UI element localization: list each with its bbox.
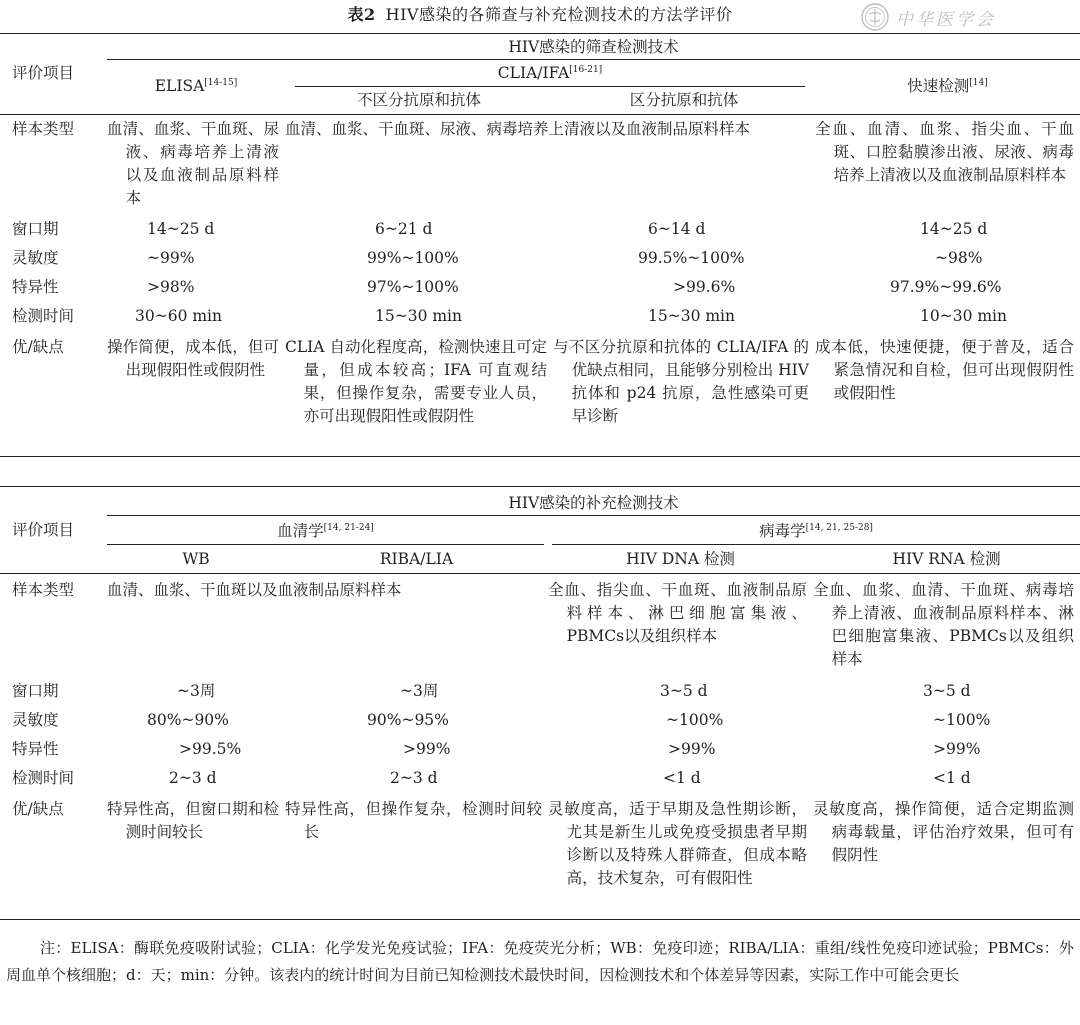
supp-group-header: HIV感染的补充检测技术: [107, 487, 1080, 516]
cell: 99.5%~100%: [638, 249, 745, 267]
clia-sub1-header: 不区分抗原和抗体: [356, 90, 481, 109]
cell: 80%~90%: [147, 710, 229, 729]
elisa-ref: [14-15]: [204, 78, 238, 89]
cell: ~99%: [147, 249, 195, 267]
row-label: 灵敏度: [12, 249, 59, 267]
wb-header: WB: [182, 549, 210, 568]
screening-pros-rapid: 成本低，快速便捷，便于普及，适合紧急情况和自检，但可出现假阴性或假阳性: [815, 338, 1075, 402]
screening-row: [0, 247, 1080, 276]
cell: 10~30 min: [920, 307, 1007, 325]
supp-pros-wb: 特异性高，但窗口期和检测时间较长: [107, 799, 279, 841]
supp-pros-rna: 灵敏度高，操作简便，适合定期监测病毒载量，评估治疗效果，但可有假阴性: [813, 799, 1075, 864]
virology-ref: [14, 21, 25-28]: [805, 522, 873, 533]
screening-pros-clia2: 与不区分抗原和抗体的 CLIA/IFA 的优缺点相同，且能够分别检出 HIV 抗体和 p24 抗原，急性感染可更早诊断: [553, 338, 809, 425]
row-label: 特异性: [12, 739, 59, 758]
supplementary-table: [0, 486, 1080, 920]
supp-row: [0, 767, 1080, 796]
cell: ~98%: [935, 249, 983, 267]
cell: >99%: [403, 739, 451, 758]
table-title: HIV感染的各筛查与补充检测技术的方法学评价: [385, 5, 733, 24]
serology-ref: [14, 21-24]: [323, 522, 374, 533]
supp-pros-label: 优/缺点: [12, 799, 64, 818]
cell: <1 d: [663, 768, 701, 787]
cell: >99.6%: [673, 278, 736, 296]
screening-pros-clia1: CLIA 自动化程度高，检测快速且可定量，但成本较高；IFA 可直观结果，但操作复杂，需要专业人员，亦可出现假阳性或假阴性: [285, 338, 547, 425]
serology-header: [107, 516, 548, 546]
screening-sample-elisa: 血清、血浆、干血斑、尿液、病毒培养上清液以及血液制品原料样本: [107, 119, 279, 207]
cell: 14~25 d: [147, 220, 215, 238]
cell: 15~30 min: [375, 307, 462, 325]
supp-sample-dna: 全血、指尖血、干血斑、血液制品原料样本、淋巴细胞富集液、PBMCs以及组织样本: [548, 581, 807, 645]
row-label: 检测时间: [12, 768, 75, 787]
row-label: 窗口期: [12, 681, 59, 700]
supp-row: [0, 738, 1080, 767]
rapid-ref: [14]: [969, 78, 988, 89]
supp-row: [0, 709, 1080, 738]
cell: 3~5 d: [923, 681, 971, 700]
rapid-name: 快速检测: [907, 77, 970, 96]
cell: >99%: [668, 739, 716, 758]
table-footnote: 注：ELISA：酶联免疫吸附试验；CLIA：化学发光免疫试验；IFA：免疫荧光分析；WB：免疫印迹；RIBA/LIA：重组/线性免疫印迹试验；PBMCs：外周血单个核细胞；d：天；min：分钟。该表内的统计时间为目前已知检测技术最快时间，因检测技术和个体差异等因素，实际工作中可能会更长: [6, 939, 1074, 984]
screening-row: [0, 305, 1080, 334]
clia-ref: [16-21]: [569, 64, 603, 75]
cell: 14~25 d: [920, 220, 988, 238]
cell: ~100%: [933, 710, 991, 729]
elisa-header: [107, 60, 285, 115]
cell: 99%~100%: [367, 249, 459, 267]
table-number: 表2: [347, 5, 376, 24]
dna-header: HIV DNA 检测: [626, 549, 735, 568]
supp-pros-dna: 灵敏度高，适于早期及急性期诊断，尤其是新生儿或免疫受损患者早期诊断以及特殊人群筛查，但成本略高，技术复杂，可有假阳性: [548, 799, 807, 887]
screening-sample-rapid: 全血、血清、血浆、指尖血、干血斑、口腔黏膜渗出液、尿液、病毒培养上清液以及血液制品原料样本: [815, 119, 1075, 184]
supp-pros-riba: 特异性高，但操作复杂，检测时间较长: [285, 799, 542, 841]
supp-sample-label: 样本类型: [12, 581, 75, 599]
cell: 90%~95%: [367, 710, 449, 729]
virology-name: 病毒学: [759, 522, 806, 540]
rapid-header: [815, 60, 1080, 115]
cell: 97%~100%: [367, 278, 459, 296]
screening-sample-label: 样本类型: [12, 119, 75, 138]
screening-table: [0, 33, 1080, 457]
riba-header: RIBA/LIA: [379, 549, 454, 568]
cell: <1 d: [933, 768, 971, 787]
cell: ~3周: [177, 681, 216, 700]
row-label: 灵敏度: [12, 710, 59, 729]
row-label: 检测时间: [12, 307, 75, 325]
screening-pros-label: 优/缺点: [12, 338, 64, 356]
cell: 3~5 d: [660, 681, 708, 700]
clia-name: CLIA/IFA: [497, 64, 570, 82]
row-label: 窗口期: [12, 220, 59, 238]
serology-name: 血清学: [277, 522, 324, 540]
supp-sample-serology: 血清、血浆、干血斑以及血液制品原料样本: [107, 581, 402, 599]
cell: 2~3 d: [390, 768, 438, 787]
screening-pros-elisa: 操作简便，成本低，但可出现假阳性或假阴性: [107, 338, 279, 379]
cell: >99.5%: [179, 739, 242, 758]
screening-item-header: 评价项目: [12, 64, 75, 83]
virology-header: [548, 516, 1080, 546]
cell: 6~21 d: [375, 220, 433, 238]
cell: 97.9%~99.6%: [890, 278, 1002, 296]
clia-header: [285, 60, 815, 88]
supp-sample-rna: 全血、血浆、血清、干血斑、病毒培养上清液、血液制品原料样本、淋巴细胞富集液、PBMCs以及组织样本: [813, 581, 1075, 668]
cell: ~3周: [400, 681, 439, 700]
row-label: 特异性: [12, 278, 59, 296]
screening-row: [0, 218, 1080, 247]
supp-row: [0, 680, 1080, 709]
supp-item-header: 评价项目: [12, 520, 75, 539]
cell: 6~14 d: [648, 220, 706, 238]
screening-group-header: HIV感染的筛查检测技术: [107, 34, 1080, 60]
society-seal-icon: [860, 2, 890, 32]
cell: 30~60 min: [135, 307, 222, 325]
clia-sub2-header: 区分抗原和抗体: [629, 90, 739, 109]
screening-sample-clia: 血清、血浆、干血斑、尿液、病毒培养上清液以及血液制品原料样本: [285, 119, 751, 138]
watermark-text: 中华医学会: [896, 9, 996, 30]
cell: >99%: [933, 739, 981, 758]
cell: ~100%: [666, 710, 724, 729]
society-watermark: [860, 0, 1060, 34]
elisa-name: ELISA: [154, 77, 205, 96]
cell: >98%: [147, 278, 195, 296]
cell: 15~30 min: [648, 307, 735, 325]
cell: 2~3 d: [169, 768, 217, 787]
screening-row: [0, 276, 1080, 305]
rna-header: HIV RNA 检测: [892, 549, 1001, 568]
